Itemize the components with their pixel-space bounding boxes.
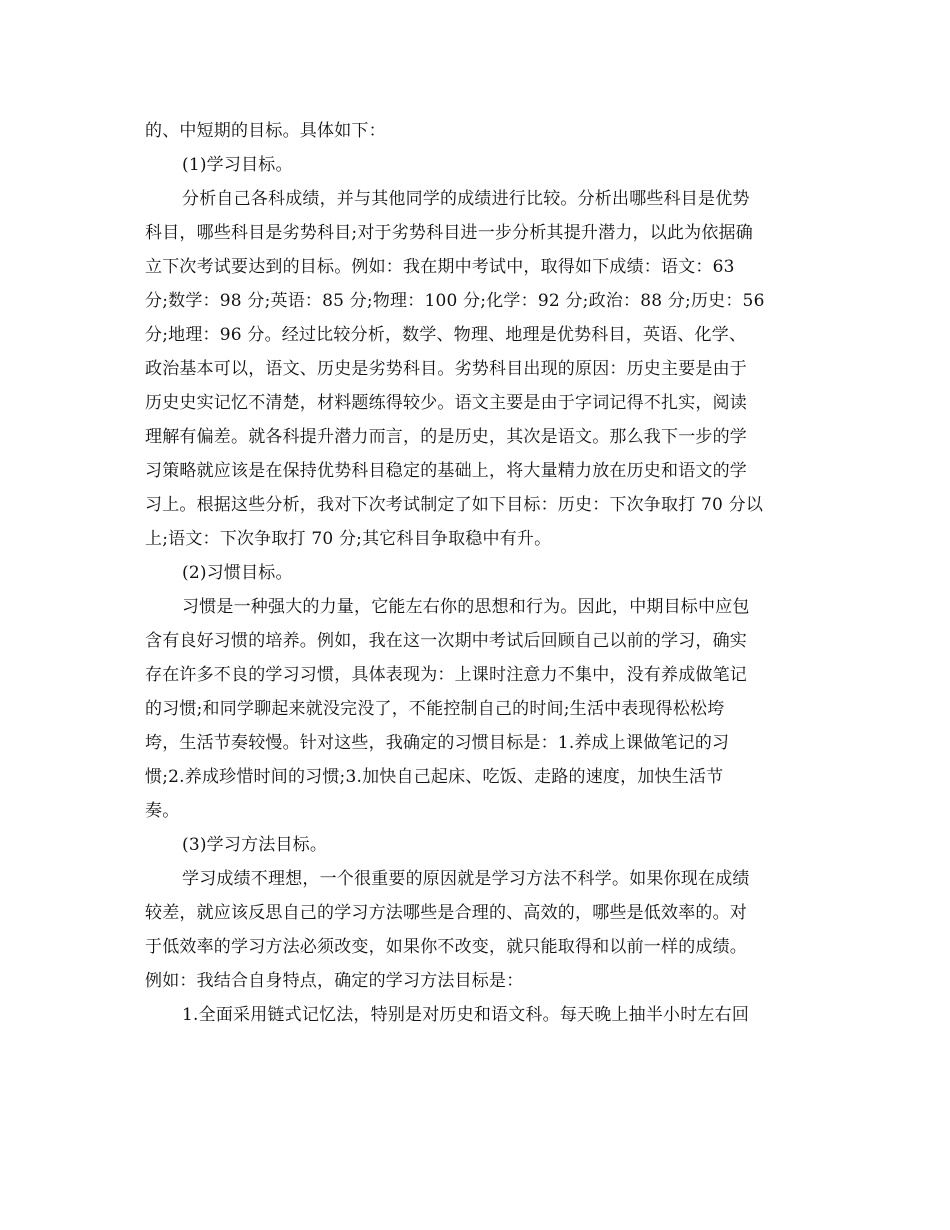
text-line: 政治基本可以，语文、历史是劣势科目。劣势科目出现的原因：历史主要是由于 bbox=[145, 359, 747, 379]
text-line: 历史史实记忆不清楚，材料题练得较少。语文主要是由于字词记得不扎实，阅读 bbox=[145, 393, 747, 413]
text-line: 的、中短期的目标。具体如下： bbox=[145, 121, 386, 141]
text-line: 垮，生活节奏较慢。针对这些，我确定的习惯目标是：1.养成上课做笔记的习 bbox=[145, 733, 730, 753]
text-line: 1.全面采用链式记忆法，特别是对历史和语文科。每天晚上抽半小时左右回 bbox=[182, 1005, 750, 1025]
text-line: 科目，哪些科目是劣势科目;对于劣势科目进一步分析其提升潜力，以此为依据确 bbox=[145, 223, 753, 243]
text-line: 较差，就应该反思自己的学习方法哪些是合理的、高效的，哪些是低效率的。对 bbox=[145, 903, 747, 923]
text-line: 理解有偏差。就各科提升潜力而言，的是历史，其次是语文。那么我下一步的学 bbox=[145, 427, 747, 447]
text-line: 学习成绩不理想，一个很重要的原因就是学习方法不科学。如果你现在成绩 bbox=[182, 869, 750, 889]
text-line: 分;地理：96 分。经过比较分析，数学、物理、地理是优势科目，英语、化学、 bbox=[145, 325, 747, 345]
text-line: 存在许多不良的学习习惯，具体表现为：上课时注意力不集中，没有养成做笔记 bbox=[145, 665, 747, 685]
text-line: 分析自己各科成绩，并与其他同学的成绩进行比较。分析出哪些科目是优势 bbox=[182, 189, 750, 209]
text-line: 上;语文：下次争取打 70 分;其它科目争取稳中有升。 bbox=[145, 529, 552, 549]
section-heading-study-goals: (1)学习目标。 bbox=[182, 155, 293, 175]
text-line: 惯;2.养成珍惜时间的习惯;3.加快自己起床、吃饭、走路的速度，加快生活节 bbox=[145, 767, 724, 787]
section-heading-method-goals: (3)学习方法目标。 bbox=[182, 835, 328, 855]
text-line: 奏。 bbox=[145, 801, 180, 821]
text-line: 例如：我结合自身特点，确定的学习方法目标是： bbox=[145, 971, 524, 991]
text-line: 分;数学：98 分;英语：85 分;物理：100 分;化学：92 分;政治：88 分;历史：56 bbox=[145, 291, 765, 311]
text-line: 习上。根据这些分析，我对下次考试制定了如下目标：历史：下次争取打 70 分以 bbox=[145, 495, 764, 515]
text-line: 含有良好习惯的培养。例如，我在这一次期中考试后回顾自己以前的学习，确实 bbox=[145, 631, 747, 651]
document-body bbox=[145, 114, 813, 1032]
text-line: 立下次考试要达到的目标。例如：我在期中考试中，取得如下成绩：语文：63 bbox=[145, 257, 735, 277]
section-heading-habit-goals: (2)习惯目标。 bbox=[182, 563, 293, 583]
text-line: 的习惯;和同学聊起来就没完没了，不能控制自己的时间;生活中表现得松松垮 bbox=[145, 699, 725, 719]
text-line: 于低效率的学习方法必须改变，如果你不改变，就只能取得和以前一样的成绩。 bbox=[145, 937, 747, 957]
text-line: 习策略就应该是在保持优势科目稳定的基础上，将大量精力放在历史和语文的学 bbox=[145, 461, 747, 481]
text-line: 习惯是一种强大的力量，它能左右你的思想和行为。因此，中期目标中应包 bbox=[182, 597, 750, 617]
